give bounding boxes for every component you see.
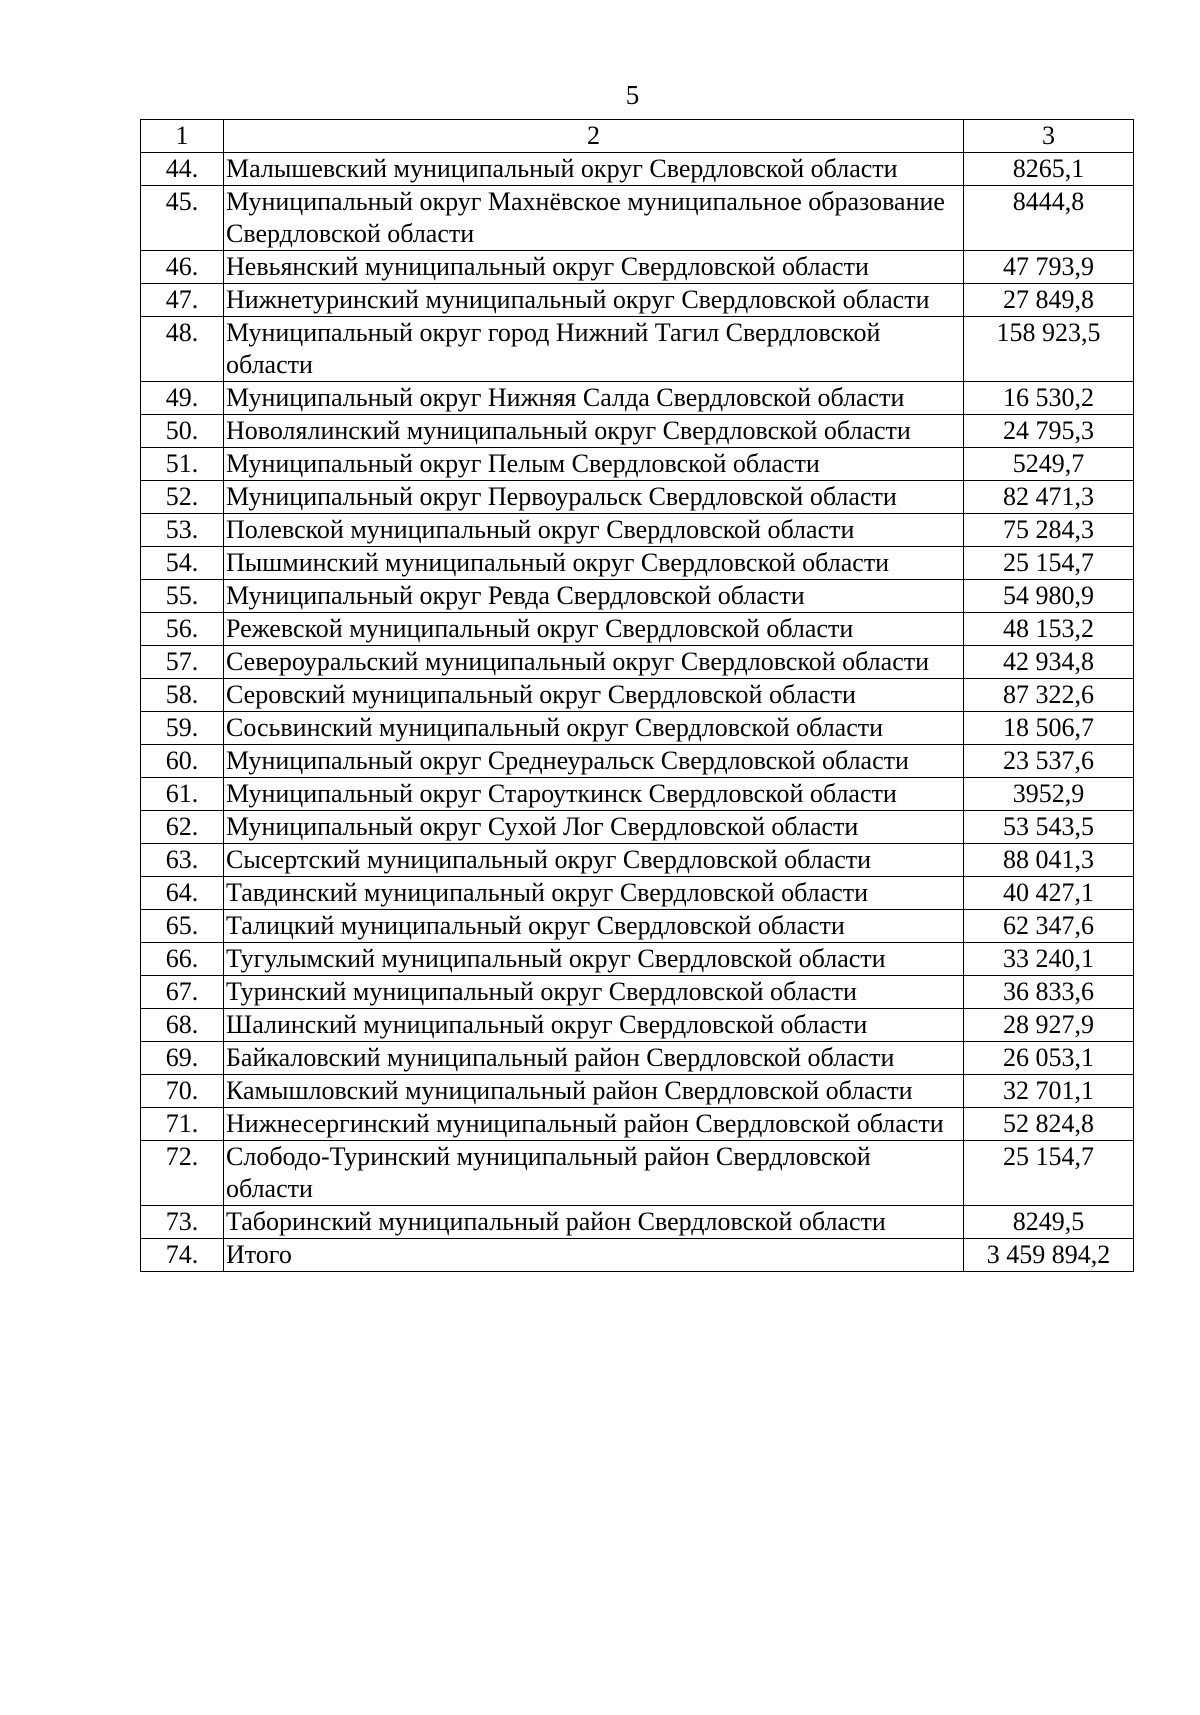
row-number: 62. <box>141 811 224 844</box>
table-row <box>141 514 1134 547</box>
municipality-name: Муниципальный округ Сухой Лог Свердловской области <box>224 811 964 844</box>
amount-value: 82 471,3 <box>964 481 1134 514</box>
amount-value: 40 427,1 <box>964 877 1134 910</box>
row-number: 74. <box>141 1239 224 1272</box>
amount-value: 33 240,1 <box>964 943 1134 976</box>
table-row <box>141 877 1134 910</box>
amount-value: 27 849,8 <box>964 284 1134 317</box>
municipality-name: Туринский муниципальный округ Свердловской области <box>224 976 964 1009</box>
amount-value: 32 701,1 <box>964 1075 1134 1108</box>
amount-value: 3952,9 <box>964 778 1134 811</box>
municipality-name: Полевской муниципальный округ Свердловской области <box>224 514 964 547</box>
row-number: 50. <box>141 415 224 448</box>
table-row <box>141 1009 1134 1042</box>
municipality-name: Североуральский муниципальный округ Свердловской области <box>224 646 964 679</box>
municipality-name: Пышминский муниципальный округ Свердловской области <box>224 547 964 580</box>
municipality-name: Камышловский муниципальный район Свердловской области <box>224 1075 964 1108</box>
table-row <box>141 646 1134 679</box>
row-number: 67. <box>141 976 224 1009</box>
row-number: 65. <box>141 910 224 943</box>
municipality-name: Слободо-Туринский муниципальный район Свердловской области <box>224 1141 964 1206</box>
row-number: 47. <box>141 284 224 317</box>
table-row <box>141 481 1134 514</box>
municipality-name: Режевской муниципальный округ Свердловской области <box>224 613 964 646</box>
amount-value: 48 153,2 <box>964 613 1134 646</box>
row-number: 45. <box>141 186 224 251</box>
amount-value: 5249,7 <box>964 448 1134 481</box>
municipality-name: Сосьвинский муниципальный округ Свердловской области <box>224 712 964 745</box>
row-number: 70. <box>141 1075 224 1108</box>
row-number: 69. <box>141 1042 224 1075</box>
amount-value: 47 793,9 <box>964 251 1134 284</box>
row-number: 66. <box>141 943 224 976</box>
table-row <box>141 811 1134 844</box>
municipality-name: Невьянский муниципальный округ Свердловской области <box>224 251 964 284</box>
table-header-row <box>141 120 1134 153</box>
amount-value: 75 284,3 <box>964 514 1134 547</box>
amount-value: 25 154,7 <box>964 547 1134 580</box>
municipality-name: Новолялинский муниципальный округ Свердловской области <box>224 415 964 448</box>
amount-value: 8265,1 <box>964 153 1134 186</box>
table-row <box>141 284 1134 317</box>
table-row <box>141 580 1134 613</box>
municipality-name: Муниципальный округ город Нижний Тагил Свердловской области <box>224 317 964 382</box>
municipality-name: Муниципальный округ Пелым Свердловской области <box>224 448 964 481</box>
amount-value: 88 041,3 <box>964 844 1134 877</box>
amount-value: 3 459 894,2 <box>964 1239 1134 1272</box>
table-row <box>141 745 1134 778</box>
amount-value: 16 530,2 <box>964 382 1134 415</box>
row-number: 71. <box>141 1108 224 1141</box>
municipality-name: Таборинский муниципальный район Свердловской области <box>224 1206 964 1239</box>
amount-value: 8249,5 <box>964 1206 1134 1239</box>
row-number: 72. <box>141 1141 224 1206</box>
municipality-name: Муниципальный округ Нижняя Салда Свердловской области <box>224 382 964 415</box>
municipality-name: Муниципальный округ Первоуральск Свердловской области <box>224 481 964 514</box>
municipality-name: Тугулымский муниципальный округ Свердловской области <box>224 943 964 976</box>
municipality-name: Тавдинский муниципальный округ Свердловской области <box>224 877 964 910</box>
municipality-name: Муниципальный округ Махнёвское муниципальное образование Свердловской области <box>224 186 964 251</box>
amount-value: 23 537,6 <box>964 745 1134 778</box>
amount-value: 54 980,9 <box>964 580 1134 613</box>
page-number: 5 <box>625 80 640 110</box>
table-row <box>141 910 1134 943</box>
table-row <box>141 1141 1134 1206</box>
amount-value: 24 795,3 <box>964 415 1134 448</box>
table-row <box>141 448 1134 481</box>
row-number: 54. <box>141 547 224 580</box>
amount-value: 53 543,5 <box>964 811 1134 844</box>
table-row <box>141 679 1134 712</box>
amount-value: 28 927,9 <box>964 1009 1134 1042</box>
row-number: 64. <box>141 877 224 910</box>
table-row <box>141 613 1134 646</box>
header-col-3: 3 <box>964 120 1134 153</box>
municipality-name: Байкаловский муниципальный район Свердловской области <box>224 1042 964 1075</box>
row-number: 58. <box>141 679 224 712</box>
municipality-name: Муниципальный округ Ревда Свердловской области <box>224 580 964 613</box>
row-number: 61. <box>141 778 224 811</box>
table-row <box>141 415 1134 448</box>
row-number: 48. <box>141 317 224 382</box>
table-row <box>141 317 1134 382</box>
header-col-2: 2 <box>224 120 964 153</box>
amount-value: 36 833,6 <box>964 976 1134 1009</box>
table-row <box>141 1108 1134 1141</box>
row-number: 57. <box>141 646 224 679</box>
table-row <box>141 976 1134 1009</box>
table-row <box>141 844 1134 877</box>
table-row <box>141 251 1134 284</box>
table-row <box>141 1239 1134 1272</box>
row-number: 63. <box>141 844 224 877</box>
row-number: 46. <box>141 251 224 284</box>
table-row <box>141 382 1134 415</box>
table-row <box>141 1042 1134 1075</box>
row-number: 60. <box>141 745 224 778</box>
row-number: 55. <box>141 580 224 613</box>
amount-value: 62 347,6 <box>964 910 1134 943</box>
amount-value: 25 154,7 <box>964 1141 1134 1206</box>
table-row <box>141 943 1134 976</box>
municipality-name: Нижнетуринский муниципальный округ Свердловской области <box>224 284 964 317</box>
municipality-name: Муниципальный округ Среднеуральск Свердловской области <box>224 745 964 778</box>
amount-value: 158 923,5 <box>964 317 1134 382</box>
table-row <box>141 153 1134 186</box>
header-col-1: 1 <box>141 120 224 153</box>
municipality-name: Муниципальный округ Староуткинск Свердловской области <box>224 778 964 811</box>
amount-value: 26 053,1 <box>964 1042 1134 1075</box>
row-number: 52. <box>141 481 224 514</box>
table-row <box>141 712 1134 745</box>
allocation-table <box>140 119 1134 1272</box>
table-row <box>141 1075 1134 1108</box>
municipality-name: Шалинский муниципальный округ Свердловской области <box>224 1009 964 1042</box>
amount-value: 52 824,8 <box>964 1108 1134 1141</box>
row-number: 49. <box>141 382 224 415</box>
amount-value: 8444,8 <box>964 186 1134 251</box>
row-number: 53. <box>141 514 224 547</box>
amount-value: 87 322,6 <box>964 679 1134 712</box>
table-row <box>141 186 1134 251</box>
row-number: 68. <box>141 1009 224 1042</box>
amount-value: 42 934,8 <box>964 646 1134 679</box>
municipality-name: Сысертский муниципальный округ Свердловской области <box>224 844 964 877</box>
municipality-name: Итого <box>224 1239 964 1272</box>
row-number: 44. <box>141 153 224 186</box>
row-number: 73. <box>141 1206 224 1239</box>
municipality-name: Нижнесергинский муниципальный район Свердловской области <box>224 1108 964 1141</box>
table-row <box>141 778 1134 811</box>
row-number: 59. <box>141 712 224 745</box>
table-row <box>141 1206 1134 1239</box>
municipality-name: Малышевский муниципальный округ Свердловской области <box>224 153 964 186</box>
table-row <box>141 547 1134 580</box>
municipality-name: Серовский муниципальный округ Свердловской области <box>224 679 964 712</box>
amount-value: 18 506,7 <box>964 712 1134 745</box>
municipality-name: Талицкий муниципальный округ Свердловской области <box>224 910 964 943</box>
row-number: 51. <box>141 448 224 481</box>
row-number: 56. <box>141 613 224 646</box>
